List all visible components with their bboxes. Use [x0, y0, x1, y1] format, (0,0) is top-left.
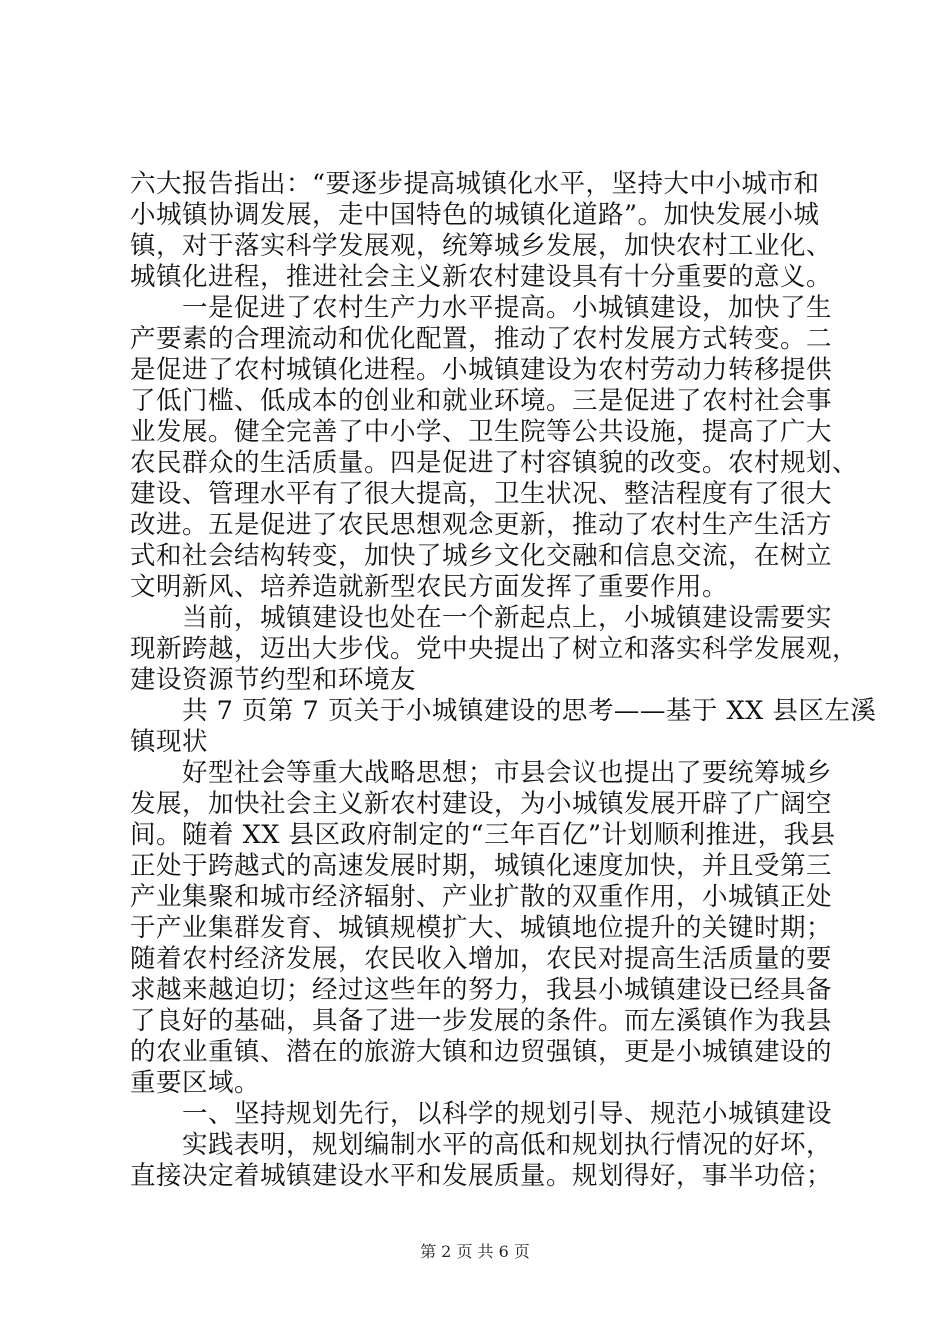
text-line: 随着农村经济发展，农民收入增加，农民对提高生活质量的要: [130, 944, 833, 974]
text-line: 镇现状: [130, 727, 209, 757]
paragraph-first-line: 一是促进了农村生产力水平提高。小城镇建设，加快了生: [182, 293, 833, 323]
text-line: 产业集聚和城市经济辐射、产业扩散的双重作用，小城镇正处: [130, 882, 833, 912]
text-line: 重要区域。: [130, 1068, 261, 1098]
text-line: 是促进了农村城镇化进程。小城镇建设为农村劳动力转移提供: [130, 355, 833, 385]
text-line: 产要素的合理流动和优化配置，推动了农村发展方式转变。二: [130, 324, 833, 354]
text-line: 的农业重镇、潜在的旅游大镇和边贸强镇，更是小城镇建设的: [130, 1037, 833, 1067]
text-line: 于产业集群发育、城镇规模扩大、城镇地位提升的关键时期；: [130, 913, 833, 943]
text-line: 城镇化进程，推进社会主义新农村建设具有十分重要的意义。: [130, 262, 833, 292]
paragraph-first-line: 好型社会等重大战略思想；市县会议也提出了要统筹城乡: [182, 758, 833, 788]
text-line: 直接决定着城镇建设水平和发展质量。规划得好，事半功倍；: [130, 1161, 833, 1191]
text-line: 六大报告指出：“要逐步提高城镇化水平，坚持大中小城市和: [130, 169, 820, 199]
text-line: 式和社会结构转变，加快了城乡文化交融和信息交流，在树立: [130, 541, 833, 571]
paragraph-first-line: 当前，城镇建设也处在一个新起点上，小城镇建设需要实: [182, 603, 833, 633]
text-line: 建设、管理水平有了很大提高，卫生状况、整洁程度有了很大: [130, 479, 833, 509]
text-line: 农民群众的生活质量。四是促进了村容镇貌的改变。农村规划、: [130, 448, 859, 478]
text-line: 了良好的基础，具备了进一步发展的条件。而左溪镇作为我县: [130, 1006, 833, 1036]
text-line: 小城镇协调发展，走中国特色的城镇化道路”。加快发展小城: [130, 200, 820, 230]
document-body: [130, 169, 877, 1192]
text-line: 发展，加快社会主义新农村建设，为小城镇发展开辟了广阔空: [130, 789, 833, 819]
page-break-header: 共 7 页第 7 页关于小城镇建设的思考——基于 XX 县区左溪: [182, 696, 877, 726]
text-line: 现新跨越，迈出大步伐。党中央提出了树立和落实科学发展观，: [130, 634, 859, 664]
page-footer: 第 2 页 共 6 页: [420, 1242, 530, 1261]
text-line: 正处于跨越式的高速发展时期，城镇化速度加快，并且受第三: [130, 851, 833, 881]
text-line: 了低门槛、低成本的创业和就业环境。三是促进了农村社会事: [130, 386, 833, 416]
text-line: 业发展。健全完善了中小学、卫生院等公共设施，提高了广大: [130, 417, 833, 447]
text-line: 镇，对于落实科学发展观，统筹城乡发展，加快农村工业化、: [130, 231, 833, 261]
text-line: 间。随着 XX 县区政府制定的“三年百亿”计划顺利推进，我县: [130, 820, 836, 850]
text-line: 建设资源节约型和环境友: [130, 665, 417, 695]
text-line: 求越来越迫切；经过这些年的努力，我县小城镇建设已经具备: [130, 975, 833, 1005]
paragraph-first-line: 实践表明，规划编制水平的高低和规划执行情况的好坏，: [182, 1130, 833, 1160]
text-line: 改进。五是促进了农民思想观念更新，推动了农村生产生活方: [130, 510, 833, 540]
section-heading: 一、坚持规划先行，以科学的规划引导、规范小城镇建设: [182, 1099, 833, 1129]
text-line: 文明新风、培养造就新型农民方面发挥了重要作用。: [130, 572, 729, 602]
